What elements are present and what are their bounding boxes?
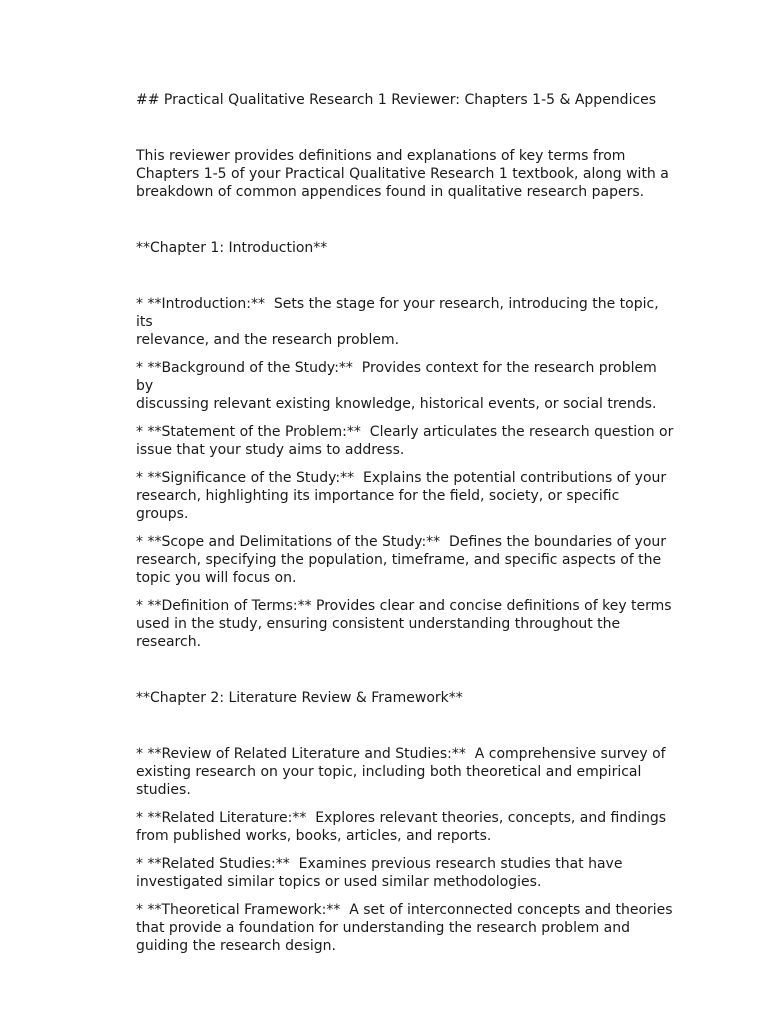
term-background-of-the-study: * **Background of the Study:** Provides context for the research problem by discussing relevant existing knowledge, historical events, or social trends. (136, 360, 657, 412)
chapter-1-heading: **Chapter 1: Introduction** (136, 240, 328, 256)
term-statement-of-the-problem: * **Statement of the Problem:** Clearly articulates the research question or issue that your study aims to address. (136, 424, 674, 458)
term-significance-of-the-study: * **Significance of the Study:** Explains the potential contributions of your research, highlighting its importance for the field, society, or specific groups. (136, 470, 667, 522)
term-definition-of-terms: * **Definition of Terms:** Provides clear and concise definitions of key terms used in the study, ensuring consistent understanding throughout the research. (136, 598, 672, 650)
document-title: ## Practical Qualitative Research 1 Reviewer: Chapters 1-5 & Appendices (136, 92, 657, 108)
term-related-studies: * **Related Studies:** Examines previous research studies that have investigated similar topics or used similar methodologies. (136, 856, 623, 890)
term-introduction: * **Introduction:** Sets the stage for your research, introducing the topic, its relevance, and the research problem. (136, 296, 659, 348)
term-related-literature: * **Related Literature:** Explores relevant theories, concepts, and findings from published works, books, articles, and reports. (136, 810, 667, 844)
chapter-2-heading: **Chapter 2: Literature Review & Framework** (136, 690, 463, 706)
term-scope-and-delimitations: * **Scope and Delimitations of the Study:** Defines the boundaries of your research, specifying the population, timeframe, and specific aspects of the topic you will focus on. (136, 534, 667, 586)
document-page (136, 91, 676, 965)
term-theoretical-framework: * **Theoretical Framework:** A set of interconnected concepts and theories that provide a foundation for understanding the research problem and guiding the research design. (136, 902, 673, 954)
term-review-of-related-literature: * **Review of Related Literature and Studies:** A comprehensive survey of existing research on your topic, including both theoretical and empirical studies. (136, 746, 666, 798)
intro-paragraph: This reviewer provides definitions and explanations of key terms from Chapters 1-5 of your Practical Qualitative Research 1 textbook, along with a breakdown of common appendices found in qualitative research papers. (136, 148, 669, 200)
